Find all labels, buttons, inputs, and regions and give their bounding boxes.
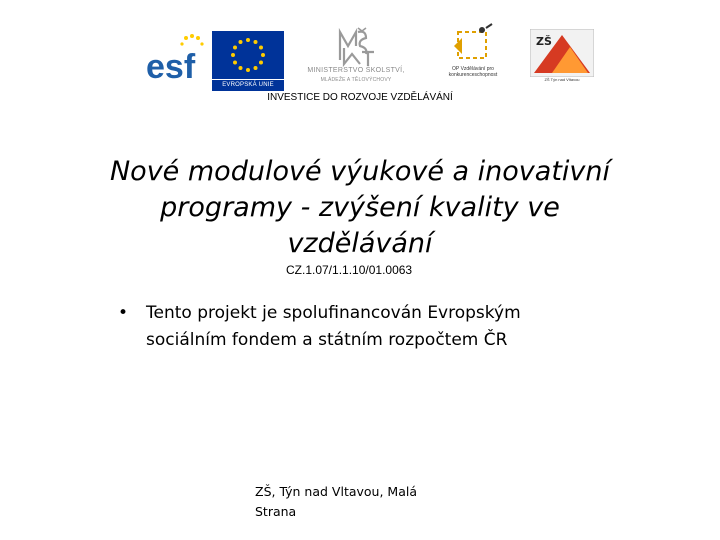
footer-text	[255, 482, 475, 522]
esf-logo-icon	[146, 32, 208, 82]
footer-line-1: ZŠ, Týn nad Vltavou, Malá	[255, 484, 417, 499]
eu-star-icon	[233, 61, 237, 65]
eu-star-icon	[246, 68, 250, 72]
op-caption: OP Vzdělávání pro konkurenceschopnost	[448, 66, 498, 78]
title-line-3: vzdělávání	[287, 228, 433, 259]
eu-star-icon	[233, 46, 237, 50]
msmt-caption-1: MINISTERSTVO ŠKOLSTVÍ,	[307, 67, 405, 74]
school-logo-icon	[530, 29, 594, 87]
eu-star-icon	[231, 53, 235, 57]
title-line-1: Nové modulové výukové a inovativní	[109, 156, 610, 187]
esf-wordmark: esf	[146, 48, 196, 82]
footer-line-2: Strana	[255, 504, 297, 519]
bullet-item	[118, 300, 638, 354]
title-line-2: programy - zvýšení kvality ve	[160, 192, 560, 223]
school-caption: ZŠ Týn nad Vltavou	[544, 77, 580, 82]
bullet-line-2: sociálním fondem a státním rozpočtem ČR	[146, 330, 508, 350]
bullet-dot-icon: •	[118, 303, 129, 323]
bullet-list	[118, 300, 638, 354]
msmt-caption-2: MLÁDEŽE A TĚLOVÝCHOVY	[320, 77, 392, 83]
eu-flag-icon	[212, 31, 284, 91]
header-text: INVESTICE DO ROZVOJE VZDĚLÁVÁNÍ	[267, 92, 453, 103]
eu-star-icon	[254, 66, 258, 70]
svg-text:ZŠ: ZŠ	[536, 35, 552, 48]
project-code: CZ.1.07/1.1.10/01.0063	[286, 263, 413, 277]
eu-star-icon	[261, 53, 265, 57]
msmt-logo-icon	[300, 24, 412, 86]
eu-star-icon	[259, 61, 263, 65]
slide-title	[60, 154, 660, 262]
eu-star-icon	[254, 40, 258, 44]
bullet-line-1: Tento projekt je spolufinancován Evropským	[146, 303, 521, 323]
eu-star-icon	[246, 38, 250, 42]
eu-star-icon	[239, 66, 243, 70]
eu-star-icon	[239, 40, 243, 44]
op-vk-logo-icon	[436, 22, 510, 82]
eu-caption: EVROPSKÁ UNIE	[212, 80, 284, 91]
logo-bar	[0, 20, 720, 90]
eu-star-icon	[259, 46, 263, 50]
